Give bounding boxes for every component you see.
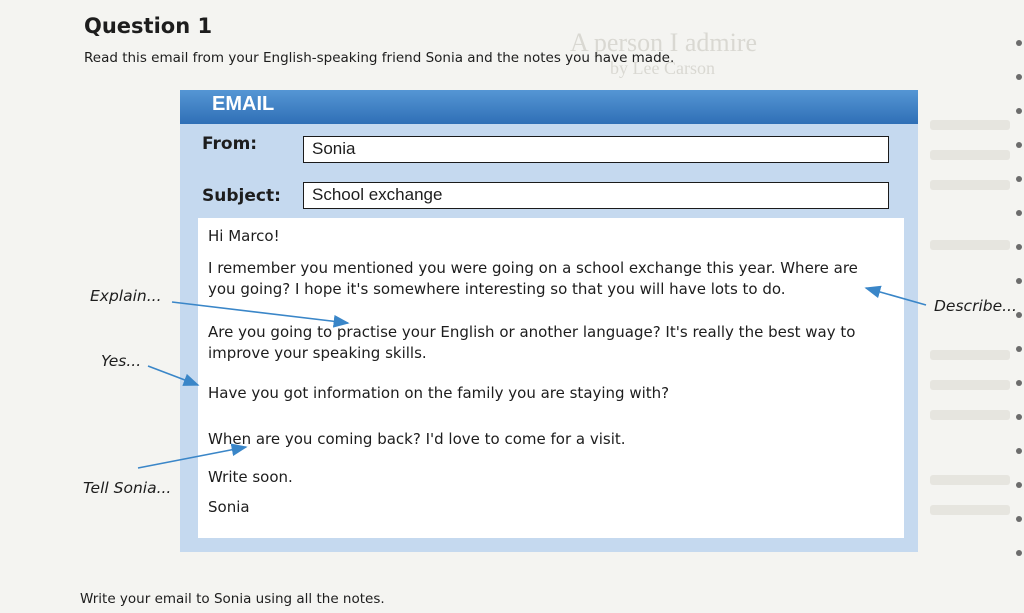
email-paragraph: I remember you mentioned you were going on a school exchange this year. Where are you going? I hope it's somewhere interesting so that you will have lots to do. bbox=[208, 259, 858, 298]
email-signoff: Write soon. bbox=[208, 468, 293, 486]
subject-field: School exchange bbox=[303, 182, 889, 209]
email-paragraph: Have you got information on the family you are staying with? bbox=[208, 384, 670, 402]
background-article-title: A person I admire bbox=[570, 28, 758, 57]
final-instruction: Write your email to Sonia using all the notes. bbox=[80, 591, 385, 607]
question-instruction: Read this email from your English-speaking friend Sonia and the notes you have made. bbox=[84, 50, 675, 66]
from-label: From: bbox=[202, 134, 258, 154]
subject-label: Subject: bbox=[202, 186, 281, 206]
question-title: Question 1 bbox=[84, 14, 213, 38]
note-tell-sonia: Tell Sonia... bbox=[83, 479, 172, 497]
from-field: Sonia bbox=[303, 136, 889, 163]
arrow-explain bbox=[172, 302, 348, 323]
note-describe: Describe... bbox=[934, 297, 1017, 315]
arrow-tell bbox=[138, 447, 246, 468]
background-article-byline: by Lee Carson bbox=[610, 58, 715, 78]
arrow-describe bbox=[866, 288, 926, 305]
arrow-yes bbox=[148, 366, 198, 385]
note-yes: Yes... bbox=[101, 352, 142, 370]
email-paragraph: When are you coming back? I'd love to come for a visit. bbox=[208, 430, 626, 448]
email-paragraph: Are you going to practise your English or another language? It's really the best way to improve your speaking skills. bbox=[208, 323, 856, 362]
note-explain: Explain... bbox=[90, 287, 162, 305]
email-header-label: EMAIL bbox=[212, 93, 275, 115]
email-signature: Sonia bbox=[208, 498, 250, 516]
email-greeting: Hi Marco! bbox=[208, 227, 280, 245]
